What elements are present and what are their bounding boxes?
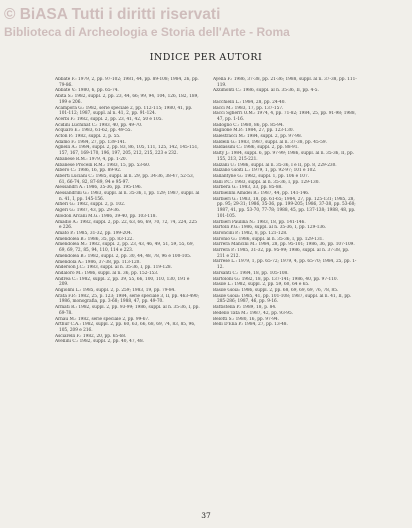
index-entry: Agnelli A.: 1984, suppl. 2, pp. 83, 86, 105, 111, 125, 142, 145-151, 157, 167, 169-170, 196, 197, 205, 212, 215, 223 e 232.	[55, 145, 199, 157]
index-entry: Arata F.P.: 1982, 25, p. 123; 1984, serie speciale 3, II, pp. 463-490; 1986, monografia, pp. 3-68; 1988, 47, pp. 49-70.	[55, 293, 200, 305]
index-entry: Basile Gioia: 1985, 41, pp. 101-108; 1987, suppl. al n. 41, II, pp. 285-286; 1987, 46, pp. 9-16.	[213, 293, 352, 305]
index-entry: Amendolea M.: 1982, suppl. 2, pp. 23, 43, 46, 49, 51, 59, 55, 69, 69, 69, 72, 85, 94, 110, 114 e 223.	[55, 242, 194, 254]
index-entry: Allodoli Arcani M.G.: 1986, 39-40, pp. 103-118.	[55, 213, 157, 219]
index-entry: Barrese L.: 1979, 1, pp. 65-72; 1979, 4, pp. 65-70; 1984, 25, pp. 1-12.	[213, 259, 357, 271]
index-entry: Barrera Mancini M.: 1984, 28, pp. 95-101; 1986, 36, pp. 107-109.	[213, 242, 355, 248]
index-entry: Balzani U.: 1986, suppl. al n. 35-36, I e II, pp. 8, 229-230.	[213, 162, 337, 168]
index-entry: Asciarelli F.: 1982, 20, pp. 65-68.	[55, 333, 127, 339]
page-number: 37	[201, 511, 211, 520]
index-entry: Albanese R.M.: 1979, 4, pp. 1-20.	[55, 156, 127, 162]
page-header	[0, 0, 412, 14]
index-entry: Amadio A.: 1982, suppl. 2, pp. 22, 63, 66, 69, 70, 72, 74, 224, 225 e 226.	[55, 219, 198, 231]
index-entry: Avellini C.: 1982, suppl. 2, pp. 40, 47, 48.	[55, 339, 145, 345]
index-entry: Bacci M.: 1983, 17, pp. 137-157.	[213, 105, 284, 111]
index-entry: Amendolea B.: 1982, suppl. 2, pp. 30, 44, 48, 78, 96 e 100-105.	[55, 253, 192, 259]
index-entry: Basile L.: 1982, suppl. 2, pp. 59, 60, 64 e 65.	[213, 282, 310, 288]
left-column	[55, 77, 200, 504]
index-entry: Abita S.: 1982, suppl. 2, pp. 23, 44, 66; 99, 94, 104, 126, 182, 189, 199 e 206.	[55, 94, 199, 105]
index-entry: Balli P.C.: 1983, suppl. al n. 35-36, I, pp. 129-130.	[213, 179, 320, 185]
index-entry: Baldassini C.: 1986, suppl. 2, pp. 88-91.	[213, 145, 299, 151]
index-entry: Acidini Luchinat C.: 1983, 40, pp. 49-70.	[55, 122, 143, 128]
watermark-main-text: © BiASA Tutti i diritti riservati	[4, 6, 221, 23]
index-entry: Balty J.: 1984, suppl. 6, pp. 97-99; 1986, suppl. al n. 35-36, II, pp. 155, 213, 215-221.	[213, 151, 354, 162]
index-entry: Amato P.: 1985, 31-32, pp. 199-204.	[55, 230, 133, 236]
index-entry: Bedello Tata M.: 1987, 42, pp. 93-95.	[213, 310, 293, 316]
index-entry: Barbieri Paulina N.: 1983, 18, pp. 141-146.	[213, 219, 306, 225]
index-entry: Angiolini L.: 1985, suppl. 2, p. 259; 1983, 19, pp. 79-84.	[55, 288, 176, 294]
index-entry: Azzimonti C.: 1986, suppl. al n. 35-36, II, pp. 4-5.	[213, 88, 319, 94]
index-entry: Barbieri G.: 1983, 18, pp. 61-65; 1984, 27, pp. 125-131; 1985, 28, pp. 95; 29-31; 1986, 35-36, pp. 199-205; 1986, 37-38, pp. 53-60; 1987, 41, pp. 53-70, 77-78; 1988, 45, pp. 137-138; 1988, 48, pp. 101-105.	[213, 196, 356, 219]
index-entry: Badoglio C.: 1980, 86, pp. 85-94.	[213, 122, 284, 128]
index-entry: Barbiellini Amidei R.: 1987, 44, pp. 141-146.	[213, 191, 310, 197]
index-entry: Bartoloni G.: 1982, 18, pp. 137-141; 1986, 40, pp. 97-110.	[213, 276, 338, 282]
index-entry: Abbate V.: 1980, 6, pp. 65-74.	[55, 88, 119, 94]
index-entry: Arnau M.: 1982, serie speciale 2, pp. 99-67.	[55, 316, 150, 322]
index-entry: Acampora G.: 1982, serie speciale 2, pp. 112-115; 1980, 41, pp. 101-112; 1987, suppl. al n. 41, 2, pp. 91-124.	[55, 105, 193, 117]
index-entry: Arthur C.A.: 1982, suppl. 2, pp. 60, 63, 66, 68, 69, 74, 83, 85, 96, 105, 209 e 216.	[55, 322, 196, 333]
index-entry: Adamo F.: 1984, 27, pp. 139-141.	[55, 139, 127, 145]
index-entry: Battistella P.: 1989, 18, p. 84.	[213, 305, 277, 311]
index-entry: Barbera G.: 1983, 33, pp. 85-88.	[213, 185, 283, 191]
index-entry: Albero C.: 1986, 16, pp. 89-92.	[55, 168, 122, 174]
index-entry: Baldelli G.: 1983, 1987, suppl. al n. 37-38, pp. 45-59.	[213, 139, 327, 145]
index-entry: Acerbi F.: 1982, suppl. 2, pp. 23, 41, 42, 50 e 105.	[55, 116, 163, 122]
watermark-sub-text: Biblioteca di Archeologia e Storia dell'Arte - Roma	[4, 25, 290, 39]
page-title: INDICE PER AUTORI	[149, 52, 263, 63]
index-entry: Bartolli P.G.: 1986, suppl. al n. 35-36, I, pp. 129-136.	[213, 225, 327, 231]
index-entry: Alberti Luciani C.: 1985, suppl. al n. 29, pp. 34-36, 38-47, 52-53, 61, 66-74, 82, 87-89, 94 e 95-97.	[55, 173, 195, 185]
index-entry: Acton P.: 1982, suppl. 2, p. 55.	[55, 134, 121, 140]
index-entry: Barrera P.: 1985, 31-32, pp. 95-99; 1986, suppl. al n. 37-38, pp. 211 e 212.	[213, 248, 350, 259]
index-entry: Anderson J.C.: 1983, suppl. al n. 35-36, I, pp. 119-128.	[55, 265, 172, 271]
index-entry: Ayella F.: 1986, 37-38, pp. 21-36; 1988, suppl. al n. 37-38, pp. 111-119.	[213, 77, 357, 88]
index-entry: Belotti S.: 1980, 16, pp. 97-94.	[213, 316, 279, 322]
index-entry: Bacchielli L.: 1984, 28, pp. 24-40.	[213, 99, 286, 105]
index-entry: Alessandrini G.: 1983, suppl. al n. 35-36, I, pp. 129; 1987, suppl. al n. 41, I, pp. 145-156.	[55, 191, 200, 202]
index-entry: Balzano Gioiti L.: 1979, 1, pp. 92-97; 101 e 102.	[213, 168, 317, 174]
index-entry: Andaloro M.: 1986, suppl. al n. 36, pp. 152-153.	[55, 270, 159, 276]
index-entry: Baglione M.P.: 1984, 27, pp. 123-130.	[213, 128, 294, 134]
index-entry: Amendola A.: 1986, 37-38, pp. 113-120.	[55, 259, 141, 265]
index-entry: Abbate F.: 1979, 2, pp. 97-102; 1981, 44, pp. 89-108; 1984, 26, pp. 79-86.	[55, 77, 199, 88]
index-entry: Armati R.: 1982, suppl. 2, pp. 93-99; 1986, suppl. al n. 35-36, I, pp. 69-78.	[55, 305, 200, 316]
index-entry: Barsanti C.: 1984, 18, pp. 105-108.	[213, 270, 289, 276]
index-entry: Balestracci M.: 1984, suppl. 2, pp. 97-98.	[213, 134, 303, 140]
right-column	[213, 77, 358, 504]
index-entry: Albanese Procelli R.M.: 1983, 15, pp. 53-60.	[55, 162, 151, 168]
index-entry: Baroncini P.: 1982, 8, pp. 121-128.	[213, 230, 288, 236]
index-entry: Baronio G.: 1986, suppl. al n. 35-36, I, pp. 129-131.	[213, 236, 324, 242]
index-entry: Alfieri G.: 1982, suppl. 2, p. 102.	[55, 202, 126, 208]
index-entry: Belli D'Elia P.: 1984, 27, pp. 13-48.	[213, 322, 288, 328]
index-entry: Bacci Sgherri O.M.: 1974, 4, pp. 71-82; 1984, 25, pp. 91-98; 1988, 47, pp. 1-16.	[213, 111, 356, 122]
index-entry: Ballantyne G.: 1982, suppl. 1, pp. 106 e 107.	[213, 173, 310, 179]
index-entry: Amendolea B.: 1986, 35, pp. 83-122.	[55, 236, 134, 242]
index-columns	[55, 77, 358, 504]
index-entry: Alessandri A.: 1986, 35-36, pp. 195-196.	[55, 185, 142, 191]
index-entry: Basile Gioia: 1986, suppl. 2, pp. 68, 69, 69, 69, 76, 78, 85.	[213, 288, 339, 293]
index-entry: Algeri G.: 1987, 43, pp. 29-36.	[55, 208, 121, 214]
index-entry: Andrea C.: 1982, suppl. 2, pp. 39, 55, 66, 100, 110, 130, 191 e 209.	[55, 276, 190, 288]
index-entry: Acquaro E.: 1983, 61-62, pp. 49-55.	[55, 128, 132, 134]
